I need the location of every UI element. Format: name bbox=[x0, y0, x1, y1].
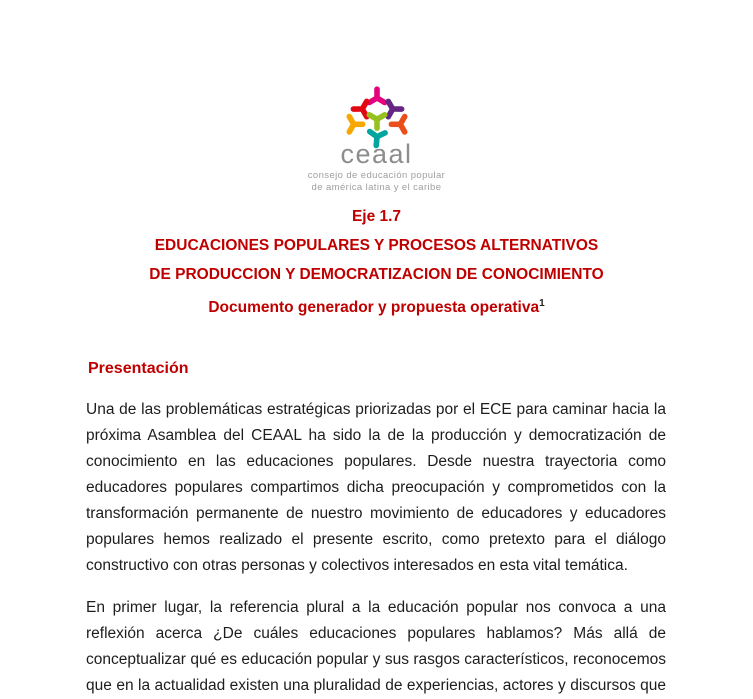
document-title-block bbox=[0, 202, 753, 322]
title-subtitle-text: Documento generador y propuesta operativa bbox=[208, 299, 540, 317]
paragraph-line: que en la actualidad existen una pluralidad de experiencias, actores y discursos que bbox=[86, 677, 666, 695]
title-subtitle bbox=[0, 289, 753, 322]
paragraph-line: constructivo con otras personas y colectivos interesados en esta vital temática. bbox=[86, 557, 628, 575]
paragraph-1 bbox=[86, 397, 666, 579]
paragraph-2 bbox=[86, 595, 666, 699]
logo-tagline bbox=[0, 170, 753, 193]
title-line2: DE PRODUCCION Y DEMOCRATIZACION DE CONOCIMIENTO bbox=[149, 266, 604, 283]
logo-glyph-orange-icon bbox=[391, 117, 411, 136]
title-line1: EDUCACIONES POPULARES Y PROCESOS ALTERNATIVOS bbox=[154, 237, 599, 254]
logo-glyph-magenta-icon bbox=[369, 89, 384, 102]
paragraph-line: En primer lugar, la referencia plural a la educación popular nos convoca a una bbox=[86, 599, 666, 617]
logo-tagline-line1: consejo de educación popular bbox=[307, 170, 446, 181]
paragraph-line: transformación permanente de nuestro movimiento de educadores y educadores bbox=[86, 505, 666, 523]
paragraph-line: educadores populares compartimos dicha preocupación y comprometidos con la bbox=[86, 479, 666, 497]
paragraph-line: reflexión acerca ¿De cuáles educaciones populares hablamos? Más allá de bbox=[86, 625, 666, 643]
paragraph-line: Una de las problemáticas estratégicas priorizadas por el ECE para caminar hacia la bbox=[86, 401, 666, 419]
paragraph-line: próxima Asamblea del CEAAL ha sido la de la producción y democratización de bbox=[86, 427, 666, 445]
logo-glyph-green-icon bbox=[369, 115, 384, 128]
logo-glyph-yellow-icon bbox=[342, 117, 362, 136]
title-eje: Eje 1.7 bbox=[351, 208, 402, 225]
logo-wordmark: ceaal bbox=[340, 139, 413, 169]
logo-tagline-line2: de américa latina y el caribe bbox=[311, 181, 442, 193]
paragraph-line: conceptualizar qué es educación popular y sus rasgos característicos, reconocemos bbox=[86, 651, 666, 669]
paragraph-line: populares hemos realizado el presente escrito, como pretexto para el diálogo bbox=[86, 531, 666, 549]
section-heading-presentacion: Presentación bbox=[88, 360, 189, 378]
footnote-reference: 1 bbox=[539, 298, 545, 309]
paragraph-line: conocimiento en las educaciones populares. Desde nuestra trayectoria como bbox=[86, 453, 666, 471]
ceaal-logo-block bbox=[0, 0, 753, 193]
body-text bbox=[86, 397, 666, 699]
